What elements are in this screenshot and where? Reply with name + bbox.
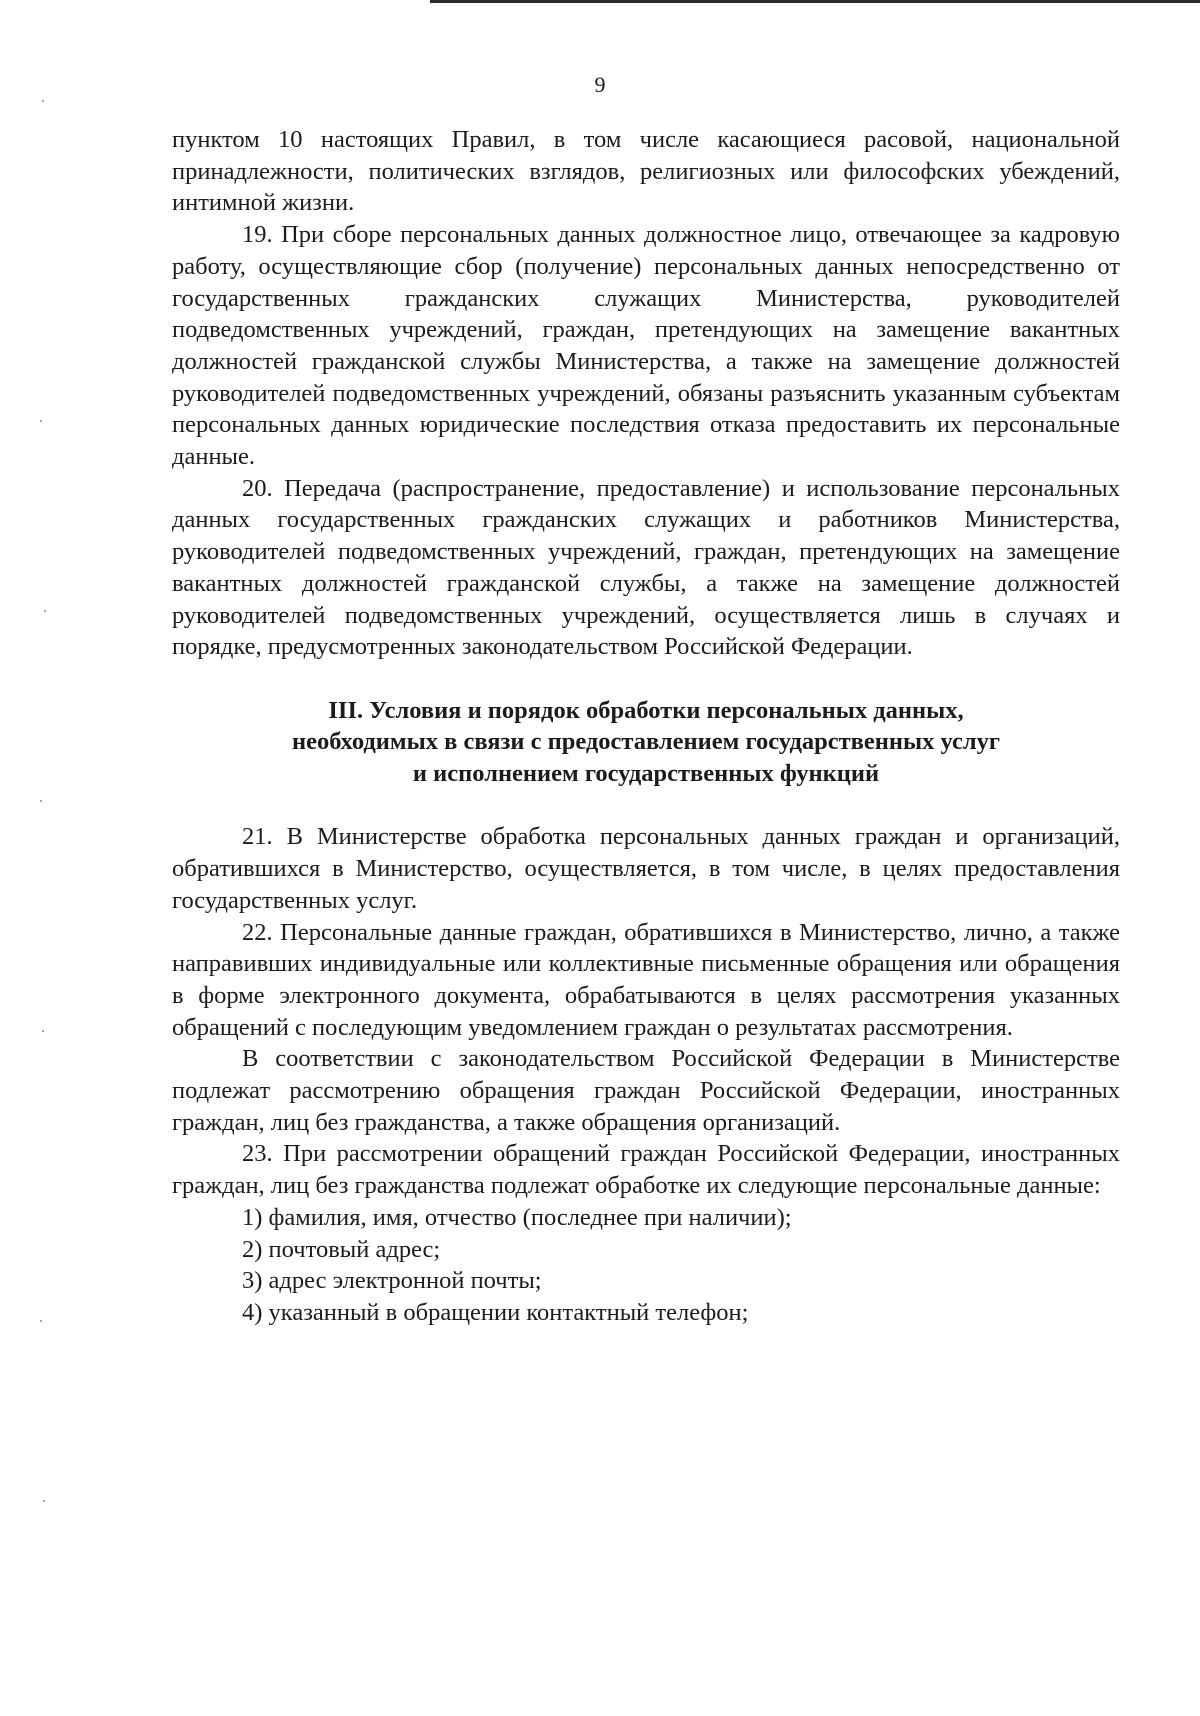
scan-top-edge <box>430 0 1200 3</box>
list-item: 4) указанный в обращении контактный телефон; <box>242 1299 749 1326</box>
list-item: 3) адрес электронной почты; <box>242 1267 542 1295</box>
section-heading-line: и исполнением государственных функций <box>412 759 880 787</box>
paragraph-continuation: пунктом 10 настоящих Правил, в том числе касающиеся расовой, национальной принадлежности, политических взглядов, религиозных или философских убеждений, интимной жизни. <box>172 126 1120 217</box>
section-heading <box>172 695 1120 790</box>
scan-speck <box>40 1320 42 1322</box>
section-heading-line: необходимых в связи с предоставлением государственных услуг <box>292 728 1000 756</box>
paragraph-19: 19. При сборе персональных данных должностное лицо, отвечающее за кадровую работу, осуществляющие сбор (получение) персональных данных непосредственно от государственных гражданских служащих Министерства, руководителей подведомственных учреждений, граждан, претендующих на замещение вакантных должностей гражданской службы Министерства, а также на замещение должностей руководителей подведомственных учреждений, обязаны разъяснить указанным субъектам персональных данных юридические последствия отказа предоставить их персональные данные. <box>172 221 1120 471</box>
scan-speck <box>42 1030 44 1032</box>
paragraph-22-continuation: В соответствии с законодательством Российской Федерации в Министерстве подлежат рассмотрению обращения граждан Российской Федерации, иностранных граждан, лиц без гражданства, а также обращения организаций. <box>172 1045 1120 1136</box>
list-item: 2) почтовый адрес; <box>242 1235 441 1263</box>
section-heading-line: III. Условия и порядок обработки персональных данных, <box>328 696 964 724</box>
scan-speck <box>44 610 46 612</box>
paragraph-21: 21. В Министерстве обработка персональных данных граждан и организаций, обратившихся в Министерство, осуществляется, в том числе, в целях предоставления государственных услуг. <box>172 823 1120 914</box>
paragraph-23: 23. При рассмотрении обращений граждан Российской Федерации, иностранных граждан, лиц без гражданства подлежат обработке их следующие персональные данные: <box>172 1140 1120 1200</box>
scan-speck <box>40 800 42 802</box>
paragraph-20: 20. Передача (распространение, предоставление) и использование персональных данных государственных гражданских служащих и работников Министерства, руководителей подведомственных учреждений, граждан, претендующих на замещение вакантных должностей гражданской службы, а также на замещение должностей руководителей подведомственных учреждений, осуществляется лишь в случаях и порядке, предусмотренных законодательством Российской Федерации. <box>172 474 1120 661</box>
list-item: 1) фамилия, имя, отчество (последнее при наличии); <box>242 1203 792 1231</box>
page-number: 9 <box>594 72 606 97</box>
document-body <box>172 124 1120 1329</box>
scan-speck <box>42 100 44 102</box>
scan-speck <box>43 1500 45 1502</box>
paragraph-22: 22. Персональные данные граждан, обратившихся в Министерство, лично, а также направивших индивидуальные или коллективные письменные обращения или обращения в форме электронного документа, обрабатываются в целях рассмотрения указанных обращений с последующим уведомлением граждан о результатах рассмотрения. <box>172 918 1120 1041</box>
scan-speck <box>40 420 42 422</box>
